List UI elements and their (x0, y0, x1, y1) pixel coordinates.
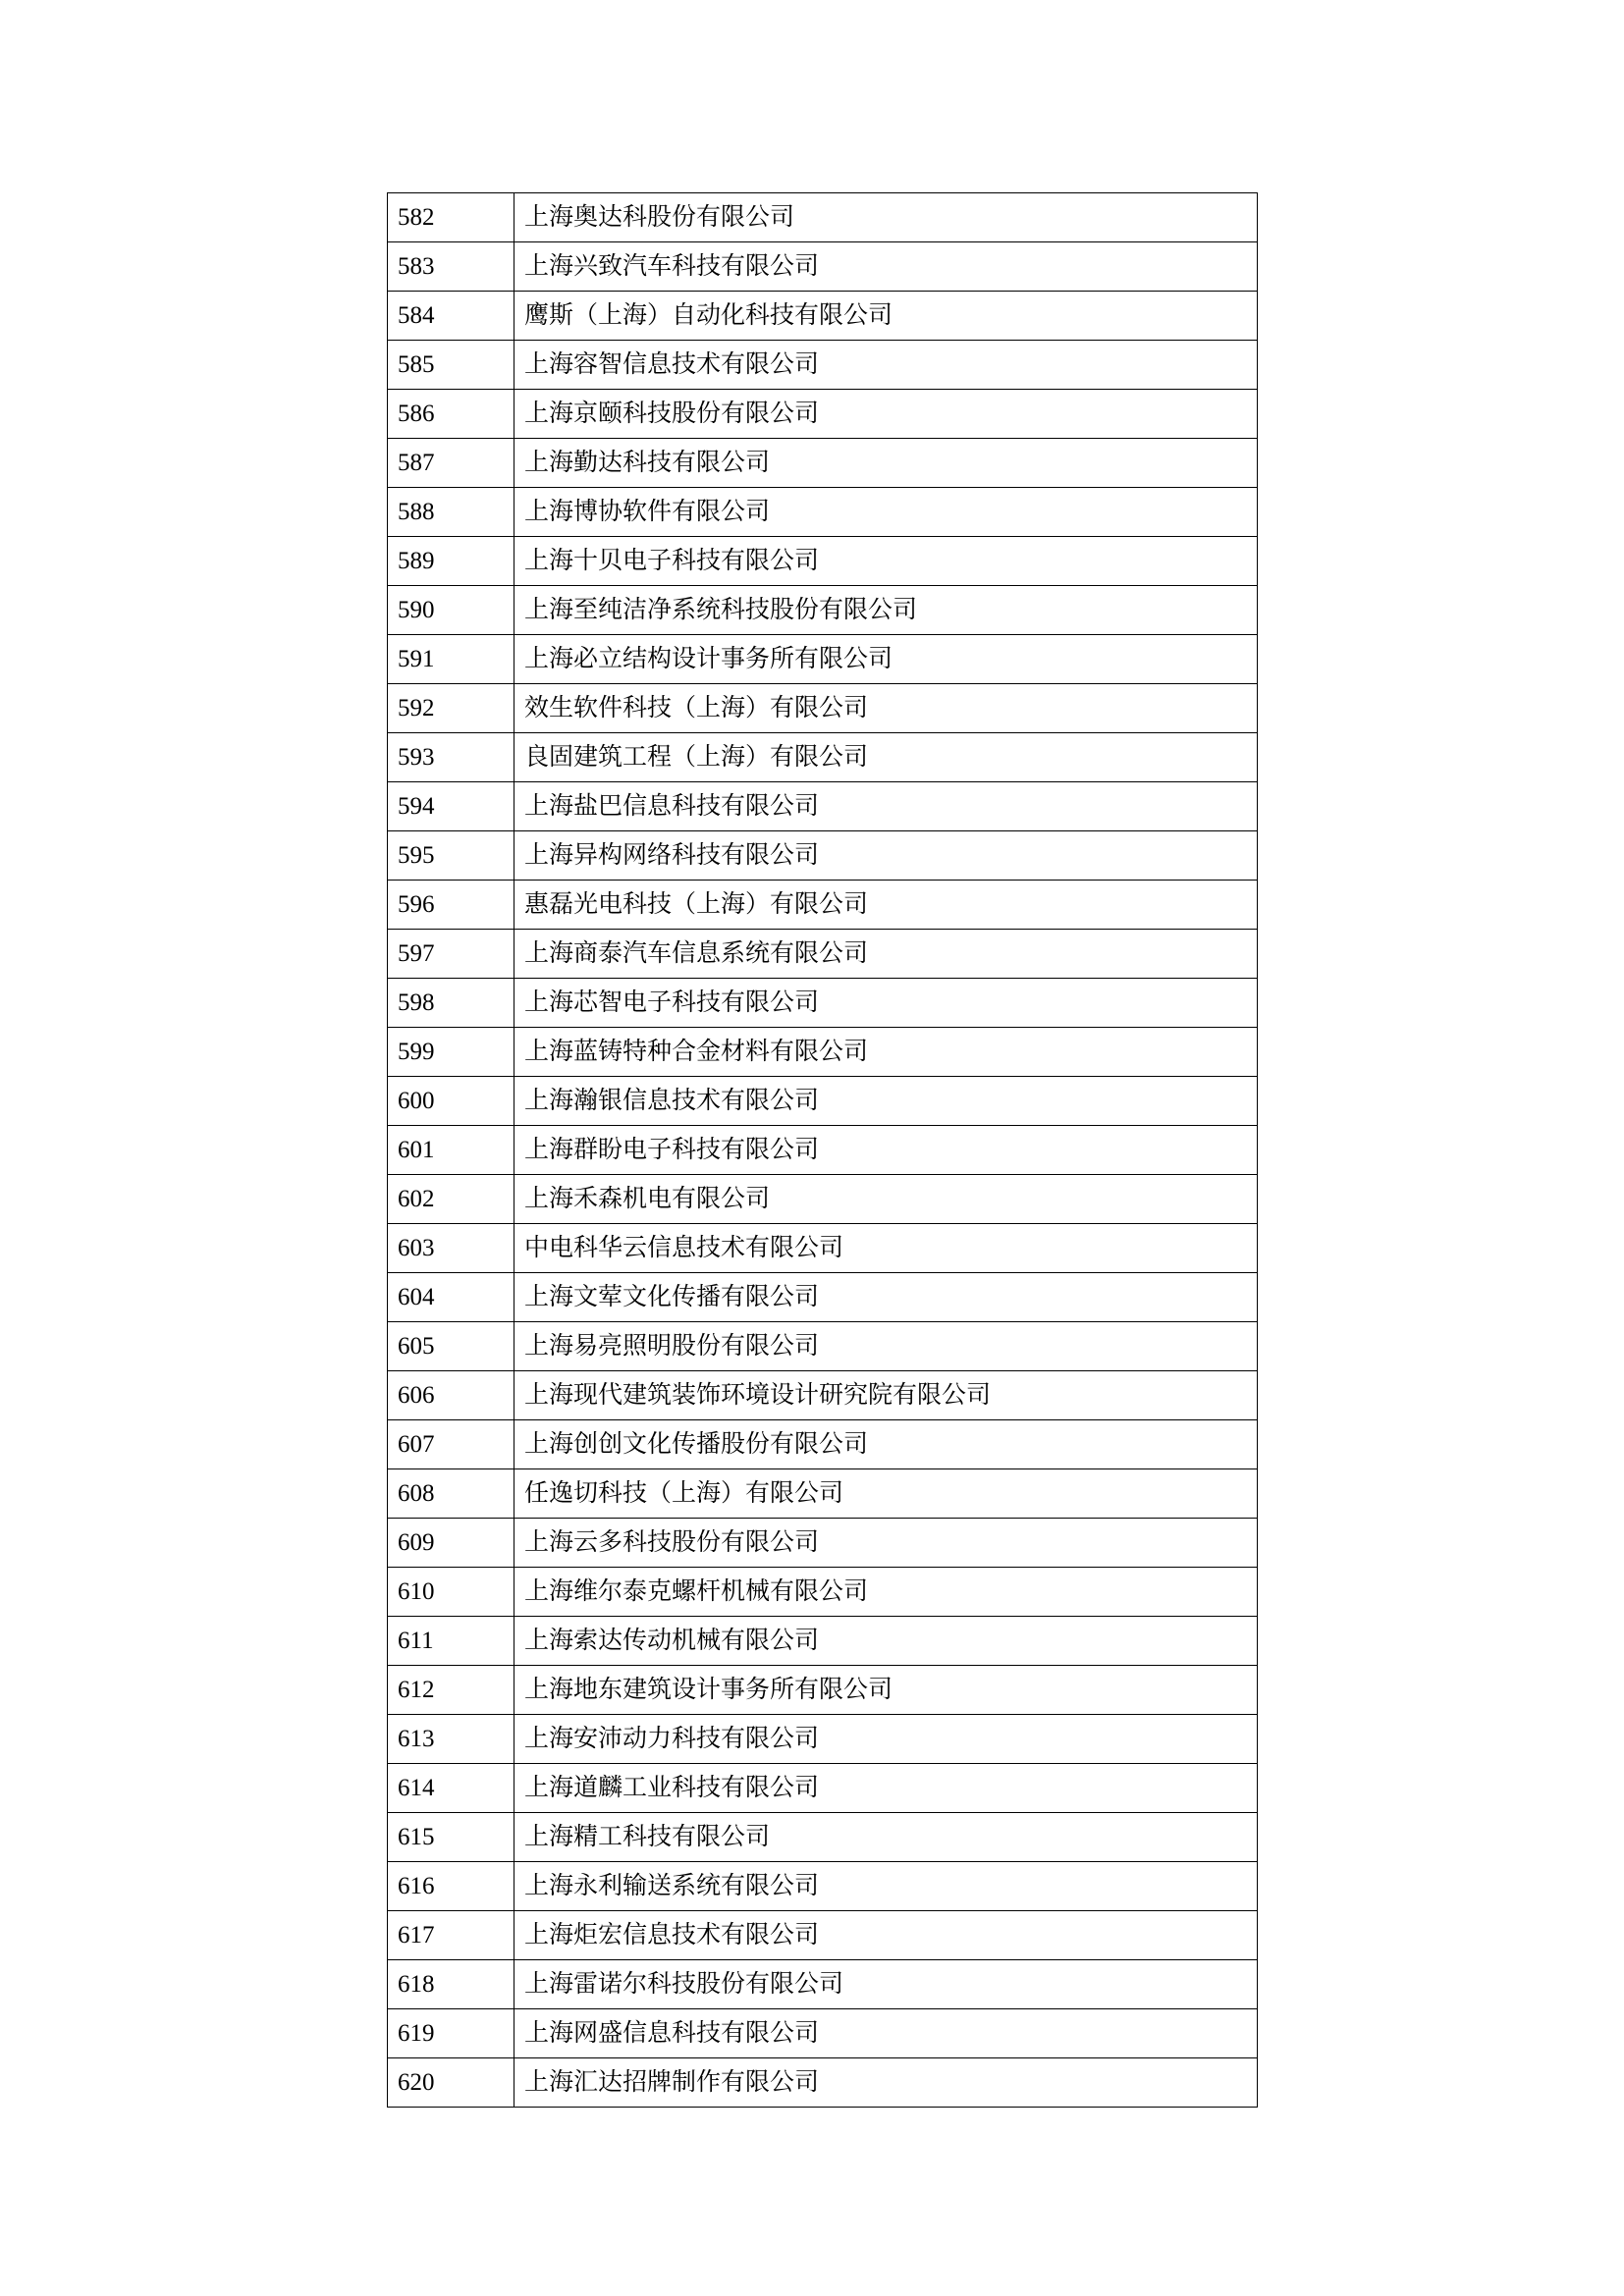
table-row (388, 488, 1258, 537)
company-name-cell: 上海维尔泰克螺杆机械有限公司 (514, 1568, 1258, 1617)
company-list-table-wrapper (387, 192, 1235, 2108)
table-row (388, 1175, 1258, 1224)
company-name-cell: 上海炬宏信息技术有限公司 (514, 1911, 1258, 1960)
company-name-cell: 上海异构网络科技有限公司 (514, 831, 1258, 881)
table-row (388, 1224, 1258, 1273)
table-row (388, 881, 1258, 930)
table-row (388, 292, 1258, 341)
table-row (388, 1469, 1258, 1519)
company-name-cell: 上海商泰汽车信息系统有限公司 (514, 930, 1258, 979)
table-row (388, 537, 1258, 586)
row-number-cell: 602 (388, 1175, 514, 1224)
table-row (388, 1960, 1258, 2009)
company-name-cell: 上海奥达科股份有限公司 (514, 193, 1258, 242)
row-number-cell: 613 (388, 1715, 514, 1764)
row-number-cell: 594 (388, 782, 514, 831)
company-name-cell: 上海创创文化传播股份有限公司 (514, 1420, 1258, 1469)
company-name-cell: 上海汇达招牌制作有限公司 (514, 2058, 1258, 2108)
table-row (388, 1715, 1258, 1764)
table-row (388, 979, 1258, 1028)
row-number-cell: 607 (388, 1420, 514, 1469)
row-number-cell: 584 (388, 292, 514, 341)
table-row (388, 1322, 1258, 1371)
table-row (388, 390, 1258, 439)
company-name-cell: 上海博协软件有限公司 (514, 488, 1258, 537)
table-row (388, 1273, 1258, 1322)
row-number-cell: 603 (388, 1224, 514, 1273)
table-row (388, 1519, 1258, 1568)
table-row (388, 1126, 1258, 1175)
company-name-cell: 上海索达传动机械有限公司 (514, 1617, 1258, 1666)
row-number-cell: 609 (388, 1519, 514, 1568)
table-row (388, 1420, 1258, 1469)
row-number-cell: 620 (388, 2058, 514, 2108)
row-number-cell: 619 (388, 2009, 514, 2058)
row-number-cell: 604 (388, 1273, 514, 1322)
row-number-cell: 595 (388, 831, 514, 881)
company-name-cell: 上海兴致汽车科技有限公司 (514, 242, 1258, 292)
row-number-cell: 612 (388, 1666, 514, 1715)
company-name-cell: 上海蓝铸特种合金材料有限公司 (514, 1028, 1258, 1077)
row-number-cell: 596 (388, 881, 514, 930)
row-number-cell: 587 (388, 439, 514, 488)
table-row (388, 1666, 1258, 1715)
company-name-cell: 上海禾森机电有限公司 (514, 1175, 1258, 1224)
row-number-cell: 618 (388, 1960, 514, 2009)
table-row (388, 1077, 1258, 1126)
table-row (388, 242, 1258, 292)
company-name-cell: 上海群盼电子科技有限公司 (514, 1126, 1258, 1175)
company-name-cell: 上海十贝电子科技有限公司 (514, 537, 1258, 586)
table-row (388, 930, 1258, 979)
table-row (388, 193, 1258, 242)
company-name-cell: 上海勤达科技有限公司 (514, 439, 1258, 488)
row-number-cell: 597 (388, 930, 514, 979)
company-list-table (387, 192, 1258, 2108)
company-name-cell: 上海安沛动力科技有限公司 (514, 1715, 1258, 1764)
company-name-cell: 鹰斯（上海）自动化科技有限公司 (514, 292, 1258, 341)
company-name-cell: 上海瀚银信息技术有限公司 (514, 1077, 1258, 1126)
row-number-cell: 616 (388, 1862, 514, 1911)
table-row (388, 341, 1258, 390)
row-number-cell: 585 (388, 341, 514, 390)
row-number-cell: 601 (388, 1126, 514, 1175)
table-row (388, 1371, 1258, 1420)
row-number-cell: 590 (388, 586, 514, 635)
company-name-cell: 任逸切科技（上海）有限公司 (514, 1469, 1258, 1519)
row-number-cell: 586 (388, 390, 514, 439)
company-name-cell: 上海现代建筑装饰环境设计研究院有限公司 (514, 1371, 1258, 1420)
row-number-cell: 605 (388, 1322, 514, 1371)
company-name-cell: 上海容智信息技术有限公司 (514, 341, 1258, 390)
row-number-cell: 611 (388, 1617, 514, 1666)
row-number-cell: 610 (388, 1568, 514, 1617)
company-name-cell: 上海盐巴信息科技有限公司 (514, 782, 1258, 831)
company-name-cell: 上海易亮照明股份有限公司 (514, 1322, 1258, 1371)
table-row (388, 1813, 1258, 1862)
table-row (388, 586, 1258, 635)
row-number-cell: 617 (388, 1911, 514, 1960)
company-name-cell: 惠磊光电科技（上海）有限公司 (514, 881, 1258, 930)
company-name-cell: 上海文荤文化传播有限公司 (514, 1273, 1258, 1322)
table-row (388, 733, 1258, 782)
company-name-cell: 上海至纯洁净系统科技股份有限公司 (514, 586, 1258, 635)
row-number-cell: 583 (388, 242, 514, 292)
company-name-cell: 效生软件科技（上海）有限公司 (514, 684, 1258, 733)
company-name-cell: 上海雷诺尔科技股份有限公司 (514, 1960, 1258, 2009)
table-row (388, 1911, 1258, 1960)
company-name-cell: 上海精工科技有限公司 (514, 1813, 1258, 1862)
company-name-cell: 良固建筑工程（上海）有限公司 (514, 733, 1258, 782)
company-name-cell: 上海网盛信息科技有限公司 (514, 2009, 1258, 2058)
row-number-cell: 615 (388, 1813, 514, 1862)
company-name-cell: 中电科华云信息技术有限公司 (514, 1224, 1258, 1273)
row-number-cell: 588 (388, 488, 514, 537)
row-number-cell: 589 (388, 537, 514, 586)
table-row (388, 1568, 1258, 1617)
row-number-cell: 599 (388, 1028, 514, 1077)
table-row (388, 1862, 1258, 1911)
table-row (388, 635, 1258, 684)
table-row (388, 782, 1258, 831)
company-name-cell: 上海必立结构设计事务所有限公司 (514, 635, 1258, 684)
company-list-table-body (388, 193, 1258, 2108)
table-row (388, 684, 1258, 733)
table-row (388, 1764, 1258, 1813)
company-name-cell: 上海永利输送系统有限公司 (514, 1862, 1258, 1911)
row-number-cell: 593 (388, 733, 514, 782)
table-row (388, 831, 1258, 881)
table-row (388, 2009, 1258, 2058)
row-number-cell: 608 (388, 1469, 514, 1519)
table-row (388, 1028, 1258, 1077)
row-number-cell: 614 (388, 1764, 514, 1813)
row-number-cell: 598 (388, 979, 514, 1028)
company-name-cell: 上海京颐科技股份有限公司 (514, 390, 1258, 439)
row-number-cell: 600 (388, 1077, 514, 1126)
company-name-cell: 上海云多科技股份有限公司 (514, 1519, 1258, 1568)
table-row (388, 1617, 1258, 1666)
row-number-cell: 582 (388, 193, 514, 242)
table-row (388, 439, 1258, 488)
company-name-cell: 上海地东建筑设计事务所有限公司 (514, 1666, 1258, 1715)
company-name-cell: 上海道麟工业科技有限公司 (514, 1764, 1258, 1813)
table-row (388, 2058, 1258, 2108)
row-number-cell: 592 (388, 684, 514, 733)
company-name-cell: 上海芯智电子科技有限公司 (514, 979, 1258, 1028)
row-number-cell: 591 (388, 635, 514, 684)
row-number-cell: 606 (388, 1371, 514, 1420)
